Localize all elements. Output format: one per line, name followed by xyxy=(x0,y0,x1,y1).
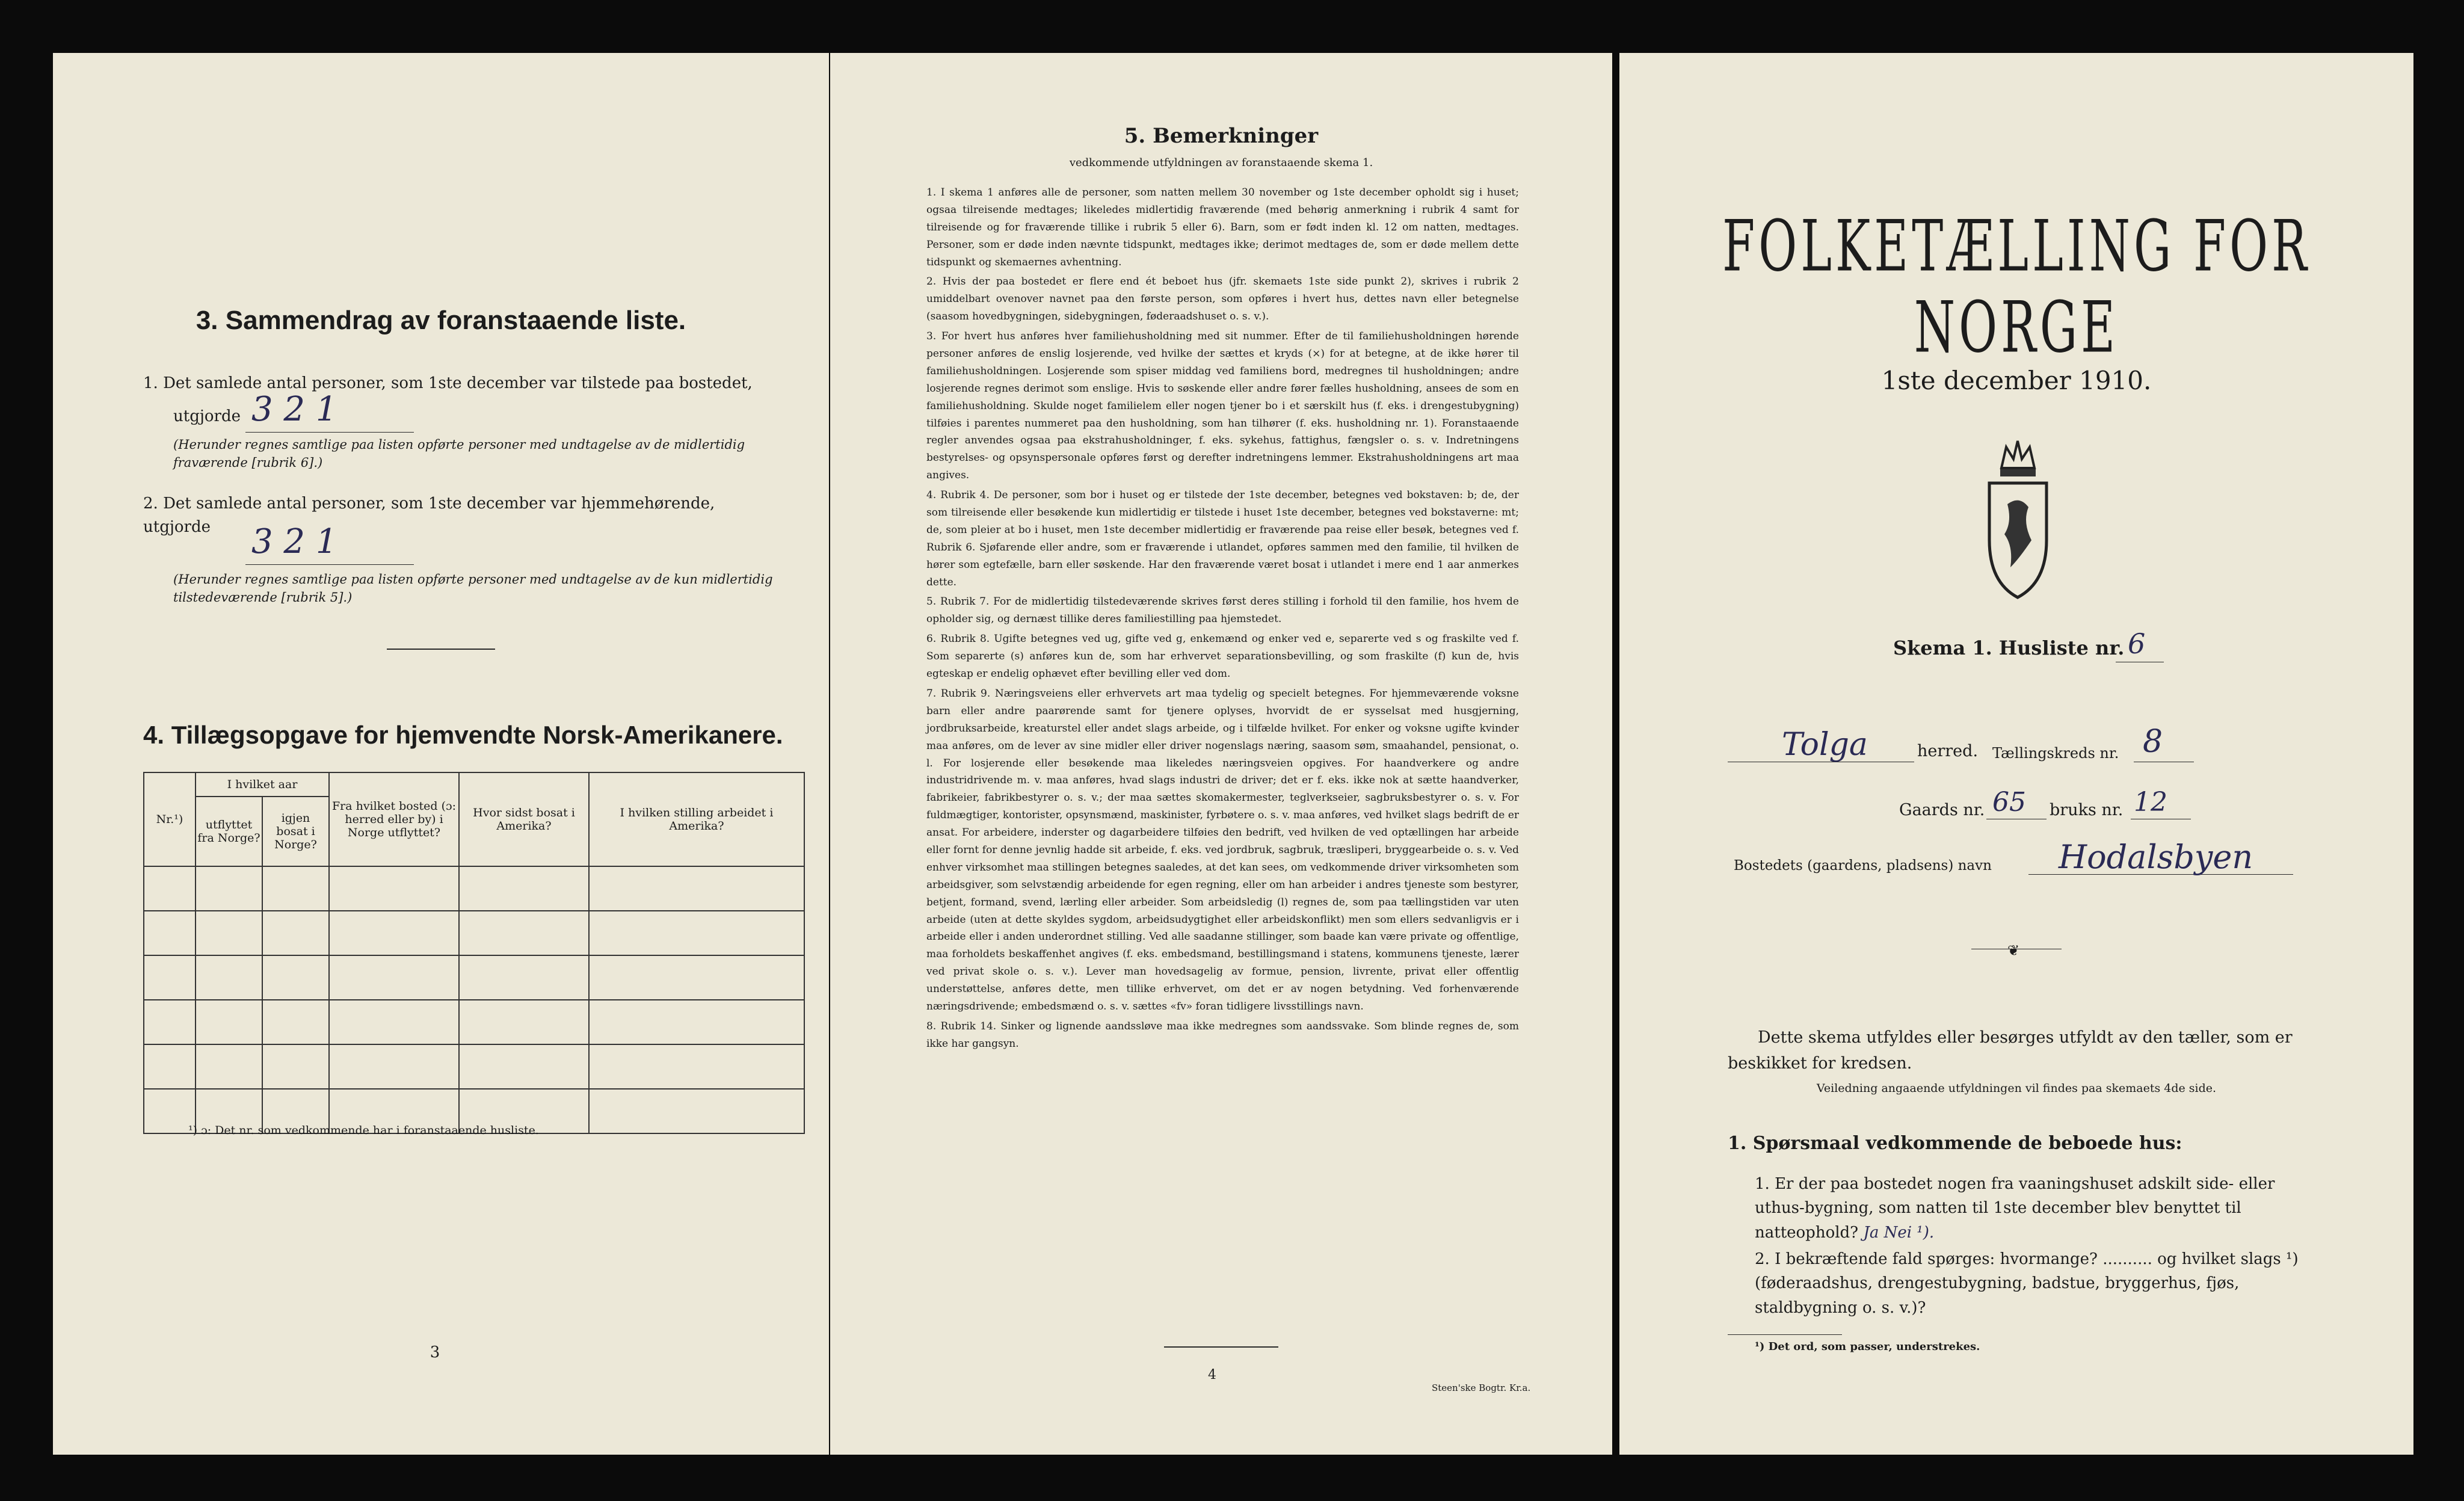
remark-6: 6. Rubrik 8. Ugifte betegnes ved ug, gifte ved g, enkemænd og enker ved e, separerte ved s og fraskilte ved f. Som separerte (s) anføres kun de, som har erhvervet separationsbevilling, og som fraskilte (f) kun de, hvis egteskap er endelig ophævet efter bevilling eller ved dom. xyxy=(926,633,1519,680)
table-footnote: ¹) ɔ: Det nr. som vedkommende har i foranstaaende husliste. xyxy=(188,1124,539,1137)
bruks-label: bruks nr. xyxy=(2050,801,2124,819)
census-title: FOLKETÆLLING FOR NORGE xyxy=(1722,206,2311,369)
table-row xyxy=(144,1044,804,1089)
page-number: 4 xyxy=(1208,1367,1216,1382)
table-row xyxy=(144,1000,804,1044)
herred-label: herred. xyxy=(1917,742,1979,760)
skema-label: Skema 1. Husliste nr. xyxy=(1893,636,2125,659)
question-1-answer: Ja Nei ¹). xyxy=(1863,1223,1935,1242)
col-stilling: I hvilken stilling arbeidet i Amerika? xyxy=(589,772,804,866)
item-1-text: 1. Det samlede antal personer, som 1ste december var tilstede paa bostedet, xyxy=(143,374,753,392)
remark-8: 8. Rubrik 14. Sinker og lignende aandssløve maa ikke medregnes som aandssvake. Som blinde regnes de, som ikke har gangsyn. xyxy=(926,1020,1519,1050)
bosted-value: Hodalsbyen xyxy=(2059,838,2253,876)
page-1 xyxy=(1619,53,2413,1455)
col-hvor-sidst-bosat: Hvor sidst bosat i Amerika? xyxy=(459,772,589,866)
remark-1: 1. I skema 1 anføres alle de personer, som natten mellem 30 november og 1ste december opholdt sig i huset; ogsaa tilreisende medtages; likeledes midlertidig fraværende (med behørig anmerkning i rubrik 4 samt for tilreisende og for fraværende tillike i rubrik 5 eller 6). Barn, som er født inden kl. 12 om natten, medtages. Personer, som er døde inden nævnte tidspunkt, medtages ikke; derimot medtages de, som er døde mellem dette tidspunkt og skemaernes avhentning. xyxy=(926,186,1519,268)
remark-7: 7. Rubrik 9. Næringsveiens eller erhvervets art maa tydelig og specielt betegnes. For hjemmeværende voksne barn eller andre paarørende samt for tjenere oplyses, hvorvidt de er sysselsat med husgjerning, jordbruksarbeide, kreaturstel eller andet slags arbeide, og i tilfælde hvilket. For enker og voksne ugifte kvinder maa anføres, om de lever av sine midler eller driver nogenslags næring, saasom søm, smaahandel, pensionat, o. l. For losjerende eller besøkende maa likeledes næringsveien opgives. For haandverkere og andre industridrivende m. v. maa anføres, hvad slags industri de driver; det er f. eks. ikke nok at sætte haandverker, fabrikeier, fabrikbestyrer o. s. v.; der maa sættes skomakermester, teglverkseier, sagbruksbestyrer o. s. v. For fuldmægtiger, kontorister, opsynsmænd, maskinister, fyrbøtere o. s. v. maa anføres, ved hvilket slags bedrift de er ansat. For arbeidere, inderster og dagarbeidere tilføies den bedrift, ved hvilken de ved optællingen har arbeide eller fornt for denne jevnlig hadde sit arbeide, f. eks. ved jordbruk, sagbruk, træsliperi, bryggearbeide o. s. v. Ved enhver virksomhet maa stillingen betegnes saaledes, at det kan sees, om vedkommende driver virksomheten som arbeidsgiver, som selvstændig arbeidende for egen regning, eller om han arbeider i andres tjeneste som bestyrer, betjent, formand, svend, lærling eller arbeider. Som arbeidsledig (l) regnes de, som paa tællingstiden var uten arbeide (uten at dette skyldes sygdom, arbeidsudygtighet eller arbeidskonflikt) men som ellers sedvanligvis er i arbeide eller i anden underordnet stilling. Ved alle saadanne stillinger, som baade kan være private og offentlige, maa forholdets beskaffenhet angives (f. eks. embedsmand, bestillingsmand i statens, kommunens tjeneste, lærer ved privat skole o. s. v.). Lever man hovedsagelig av formue, pension, livrente, privat eller offentlig understøttelse, anføres dette, men tillike erhvervet, om det er av nogen betydning. Ved forhenværende næringsdrivende; embedsmænd o. s. v. sættes «fv» foran tidligere livsstillings navn. xyxy=(926,687,1519,1012)
remark-2: 2. Hvis der paa bostedet er flere end ét beboet hus (jfr. skemaets 1ste side punkt 2), skrives i rubrik 2 umiddelbart ovenover navnet paa den første person, som opføres i hvert hus, dettes navn eller betegnelse (saasom hovedbygningen, sidebygningen, føderaadshuset o. s. v.). xyxy=(926,276,1519,323)
remarks-body xyxy=(926,184,1519,1055)
item-2-handwritten-value: 3 2 1 xyxy=(251,522,337,561)
page-1-footnote: ¹) Det ord, som passer, understrekes. xyxy=(1755,1340,1980,1353)
page-4 xyxy=(830,53,1612,1455)
col-igjen-bosat: igjen bosat i Norge? xyxy=(262,797,329,866)
printer-mark: Steen'ske Bogtr. Kr.a. xyxy=(1432,1382,1531,1393)
item-2-text: 2. Det samlede antal personer, som 1ste december var hjemmehørende, utgjorde xyxy=(143,495,715,536)
instruction-text: Dette skema utfyldes eller besørges utfyldt av den tæller, som er beskikket for kredsen. xyxy=(1728,1028,2293,1073)
col-utflyttet: utflyttet fra Norge? xyxy=(196,797,262,866)
kreds-value: 8 xyxy=(2143,724,2163,760)
item-1-handwritten-value: 3 2 1 xyxy=(251,390,337,429)
table-row xyxy=(144,955,804,1000)
table-row xyxy=(144,911,804,955)
gaards-value: 65 xyxy=(1992,787,2026,818)
norsk-amerikanere-table xyxy=(143,772,805,1134)
section-1-title: 1. Spørsmaal vedkommende de beboede hus: xyxy=(1728,1133,2182,1154)
item-1-note: (Herunder regnes samtlige paa listen opførte personer med undtagelse av de midlertidig fraværende [rubrik 6].) xyxy=(173,437,745,470)
question-1-text: 1. Er der paa bostedet nogen fra vaaningshuset adskilt side- eller uthus-bygning, som natten til 1ste december blev benyttet til natteophold? xyxy=(1755,1175,2275,1242)
item-1-utgjorde-label: utgjorde xyxy=(173,407,241,425)
item-2-note: (Herunder regnes samtlige paa listen opførte personer med undtagelse av de kun midlertidig tilstedeværende [rubrik 5].) xyxy=(173,572,773,605)
col-fra-hvilket-bosted: Fra hvilket bosted (ɔ: herred eller by) i Norge utflyttet? xyxy=(329,772,459,866)
herred-value: Tolga xyxy=(1782,727,1868,763)
census-date: 1ste december 1910. xyxy=(1881,366,2152,395)
ornament-icon: ❦ xyxy=(2007,942,2020,959)
remarks-subtitle: vedkommende utfyldningen av foranstaaende skema 1. xyxy=(1069,156,1373,169)
col-group-hvilket-aar: I hvilket aar xyxy=(196,772,329,797)
kreds-label: Tællingskreds nr. xyxy=(1992,745,2119,762)
section-4-title: 4. Tillægsopgave for hjemvendte Norsk-Amerikanere. xyxy=(143,721,783,749)
page-number: 3 xyxy=(430,1343,440,1361)
page-3 xyxy=(53,53,829,1455)
section-3-title: 3. Sammendrag av foranstaaende liste. xyxy=(196,306,686,335)
question-1 xyxy=(1755,1172,2305,1245)
instruction-small: Veiledning angaaende utfyldningen vil findes paa skemaets 4de side. xyxy=(1816,1082,2217,1095)
husliste-nr-value: 6 xyxy=(2128,627,2146,660)
col-nr: Nr.¹) xyxy=(144,772,196,866)
remark-4: 4. Rubrik 4. De personer, som bor i huset og er tilstede der 1ste december, betegnes ved bokstaven: b; de, der som tilreisende eller besøkende kun midlertidig er tilstede i huset 1ste december, betegnes ved bokstaverne: mt; de, som pleier at bo i huset, men 1ste december midlertidig er fraværende paa reise eller besøk, betegnes ved f. Rubrik 6. Sjøfarende eller andre, som er fraværende i utlandet, opføres sammen med den familie, til hvilken de hører som egtefælle, barn eller søskende. Har den fraværende været bosat i utlandet i mere end 1 aar anmerkes dette. xyxy=(926,489,1519,588)
bosted-label: Bostedets (gaardens, pladsens) navn xyxy=(1734,858,1992,874)
table-row xyxy=(144,866,804,911)
remark-5: 5. Rubrik 7. For de midlertidig tilstedeværende skrives først deres stilling i forhold til den familie, hos hvem de opholder sig, og dernæst tillike deres familiestilling paa hjemstedet. xyxy=(926,596,1519,626)
remark-3: 3. For hvert hus anføres hver familiehusholdning med sit nummer. Efter de til familiehusholdningen hørende personer anføres de enslig losjerende, ved hvilke der sættes et kryds (×) for at betegne, at de ikke hører til familiehusholdningen. Losjerende som spiser middag ved familiens bord, medregnes til husholdningen; andre losjerende regnes derimot som enslige. Hvis to søskende eller andre fører fælles husholdning, ansees de som en familiehusholdning. Skulde noget familielem eller nogen tjener bo i et særskilt hus (f. eks. i drengestubygning) tilføies i parentes nummeret paa den husholdning, som han tilhører (f. eks. husholdning nr. 1). Foranstaaende regler anvendes ogsaa paa ekstrahusholdninger, f. eks. sykehus, fattighus, fængsler o. s. v. Indretningens bestyrelses- og opsynspersonale opføres først og derefter indretningens lemmer. Ekstrahusholdningens art maa angives. xyxy=(926,330,1519,482)
bruks-value: 12 xyxy=(2134,787,2167,818)
norway-coat-of-arms-icon xyxy=(1983,438,2053,600)
remarks-title: 5. Bemerkninger xyxy=(1124,124,1319,148)
question-2: 2. I bekræftende fald spørges: hvormange? .......... og hvilket slags ¹) (føderaadshus, drengestubygning, badstue, bryggerhus, fjøs, staldbygning o. s. v.)? xyxy=(1755,1250,2299,1317)
gaards-label: Gaards nr. xyxy=(1899,801,1985,819)
